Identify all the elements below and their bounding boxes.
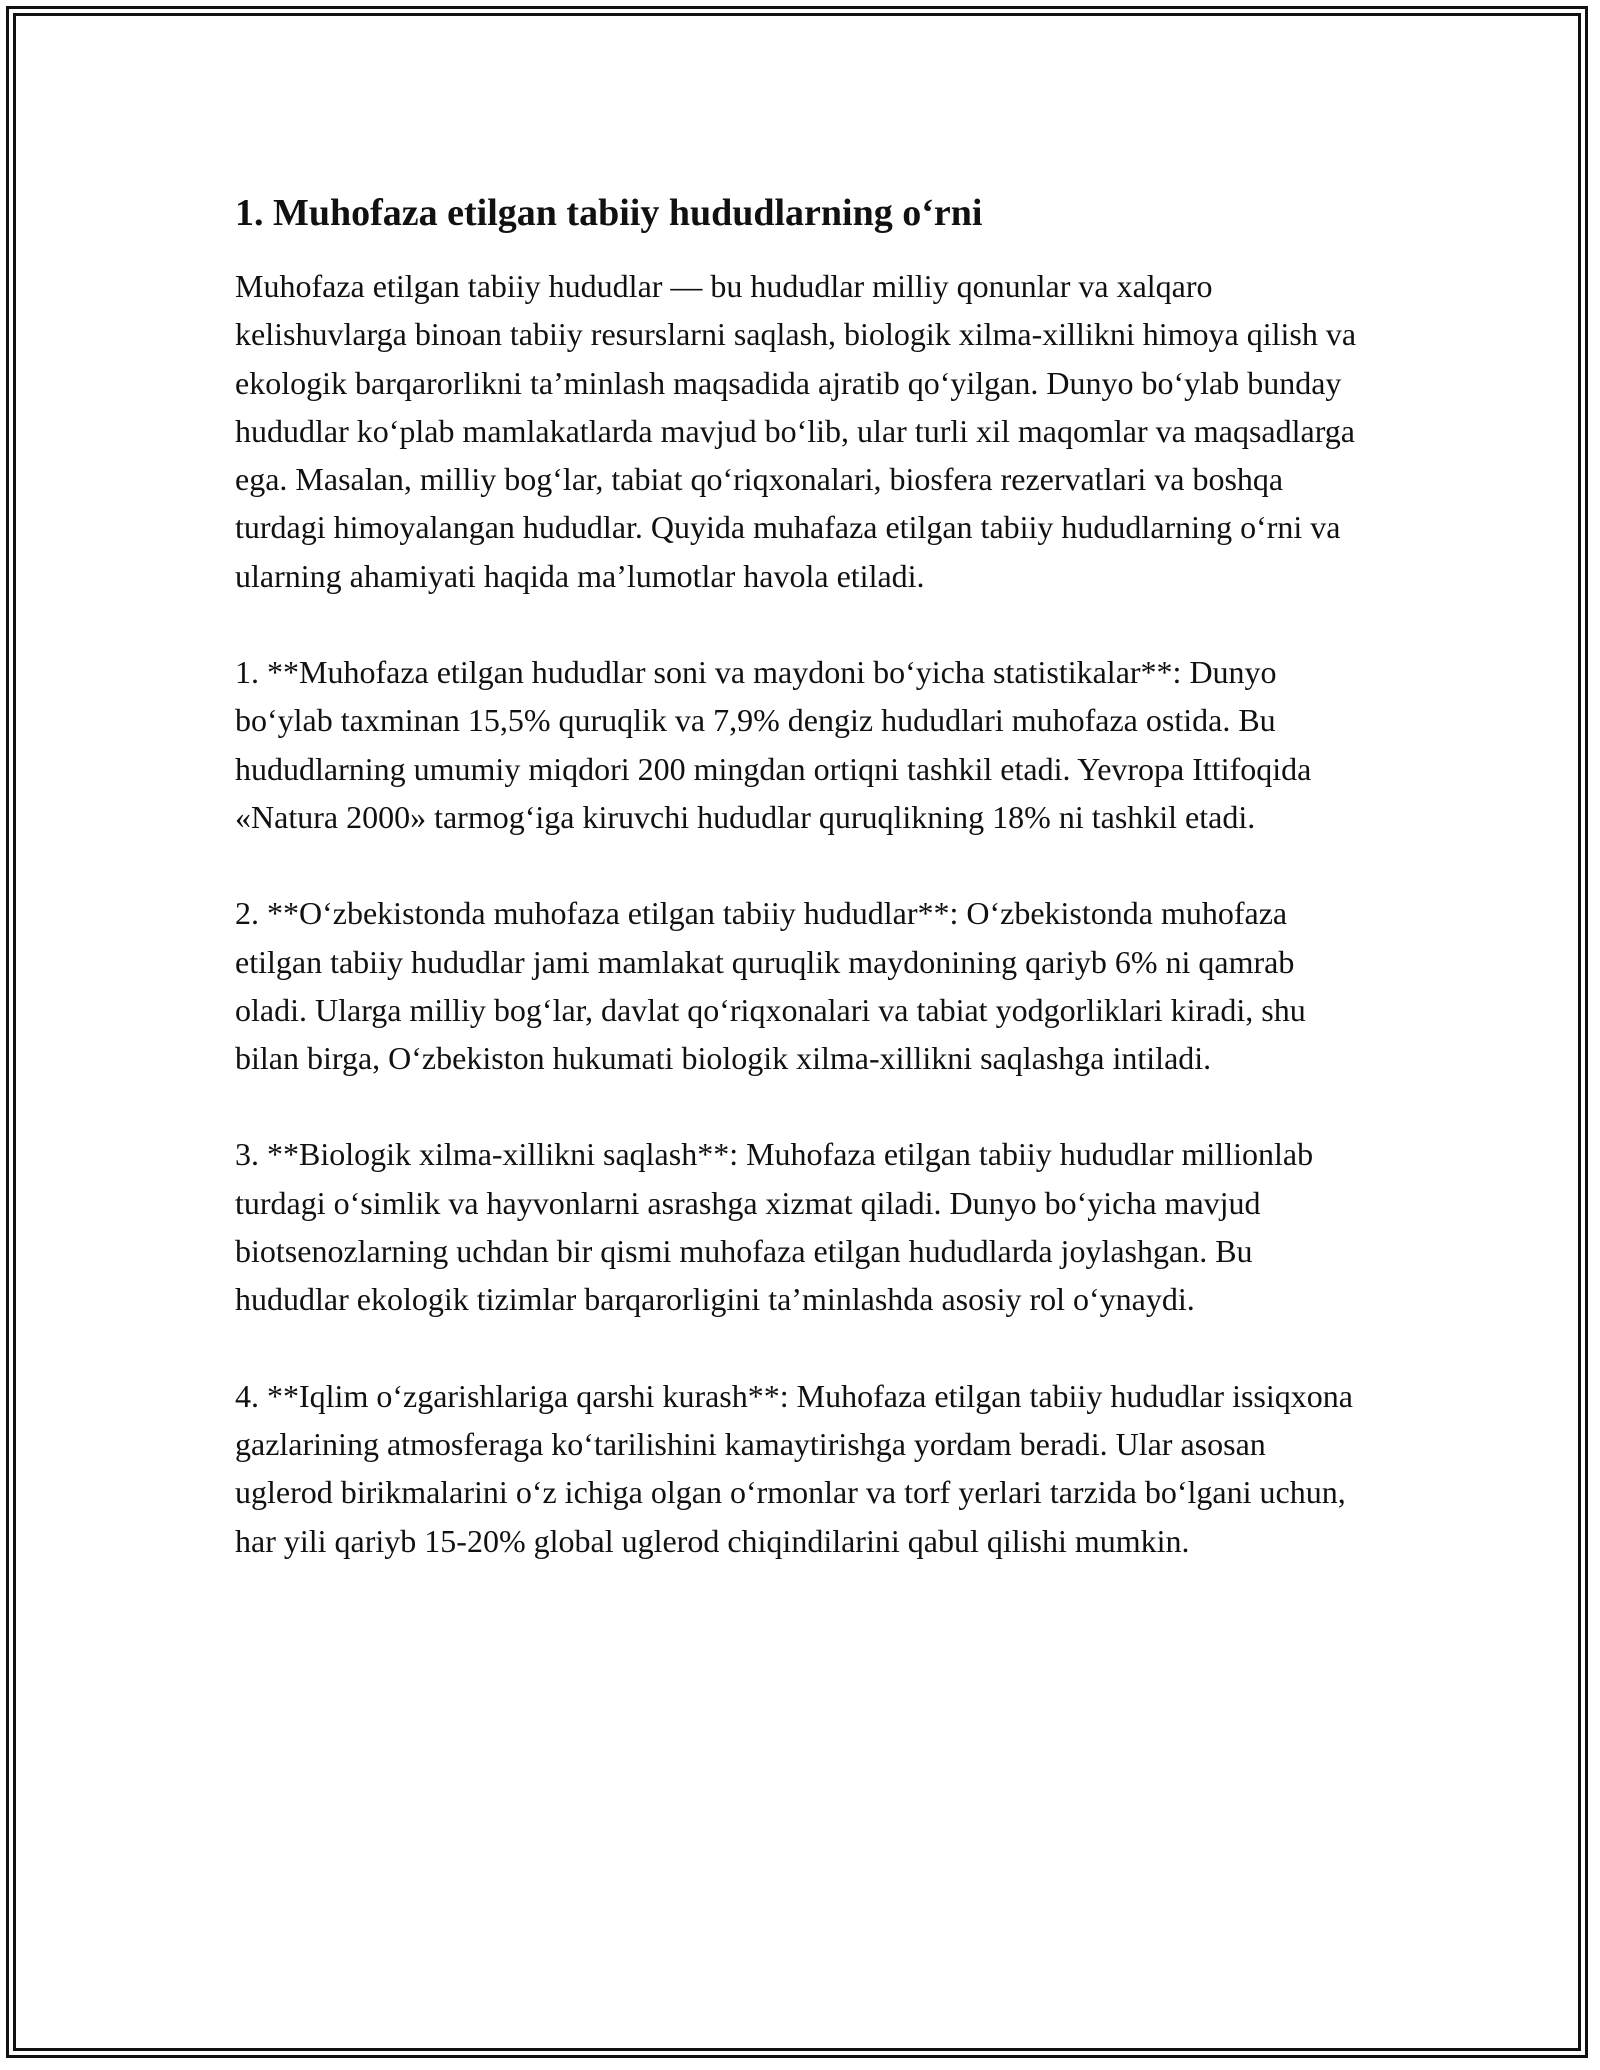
section-heading: 1. Muhofaza etilgan tabiiy hududlarning o‘rni <box>235 192 983 234</box>
paragraph-uzbekistan: 2. **O‘zbekistonda muhofaza etilgan tabiiy hududlar**: O‘zbekistonda muhofaza etilgan tabiiy hududlar jami mamlakat quruqlik maydonining qariyb 6% ni qamrab oladi. Ularga milliy bog‘lar, davlat qo‘riqxonalari va tabiat yodgorliklari kiradi, shu bilan birga, O‘zbekiston hukumati biologik xilma-xillikni saqlashga intiladi. <box>235 895 1306 1077</box>
paragraph-statistics: 1. **Muhofaza etilgan hududlar soni va maydoni bo‘yicha statistikalar**: Dunyo bo‘ylab taxminan 15,5% quruqlik va 7,9% dengiz hududlari muhofaza ostida. Bu hududlarning umumiy miqdori 200 mingdan ortiqni tashkil etadi. Yevropa Ittifoqida «Natura 2000» tarmog‘iga kiruvchi hududlar quruqlikning 18% ni tashkil etadi. <box>235 654 1312 835</box>
document-body <box>235 186 1365 1613</box>
paragraph-biodiversity: 3. **Biologik xilma-xillikni saqlash**: Muhofaza etilgan tabiiy hududlar millionlab turdagi o‘simlik va hayvonlarni asrashga xizmat qiladi. Dunyo bo‘yicha mavjud biotsenozlarning uchdan bir qismi muhofaza etilgan hududlarda joylashgan. Bu hududlar ekologik tizimlar barqarorligini ta’minlashda asosiy rol o‘ynaydi. <box>235 1136 1314 1318</box>
paragraph-climate: 4. **Iqlim o‘zgarishlariga qarshi kurash**: Muhofaza etilgan tabiiy hududlar issiqxona gazlarining atmosferaga ko‘tarilishini kamaytirishga yordam beradi. Ular asosan uglerod birikmalarini o‘z ichiga olgan o‘rmonlar va torf yerlari tarzida bo‘lgani uchun, har yili qariyb 15-20% global uglerod chiqindilarini qabul qilishi mumkin. <box>235 1377 1353 1559</box>
intro-paragraph: Muhofaza etilgan tabiiy hududlar — bu hududlar milliy qonunlar va xalqaro kelishuvlarga binoan tabiiy resurslarni saqlash, biologik xilma-xillikni himoya qilish va ekologik barqarorlikni ta’minlash maqsadida ajratib qo‘yilgan. Dunyo bo‘ylab bunday hududlar ko‘plab mamlakatlarda mavjud bo‘lib, ular turli xil maqomlar va maqsadlarga ega. Masalan, milliy bog‘lar, tabiat qo‘riqxonalari, biosfera rezervatlari va boshqa turdagi himoyalangan hududlar. Quyida muhafaza etilgan tabiiy hududlarning o‘rni va ularning ahamiyati haqida ma’lumotlar havola etiladi. <box>235 268 1357 594</box>
